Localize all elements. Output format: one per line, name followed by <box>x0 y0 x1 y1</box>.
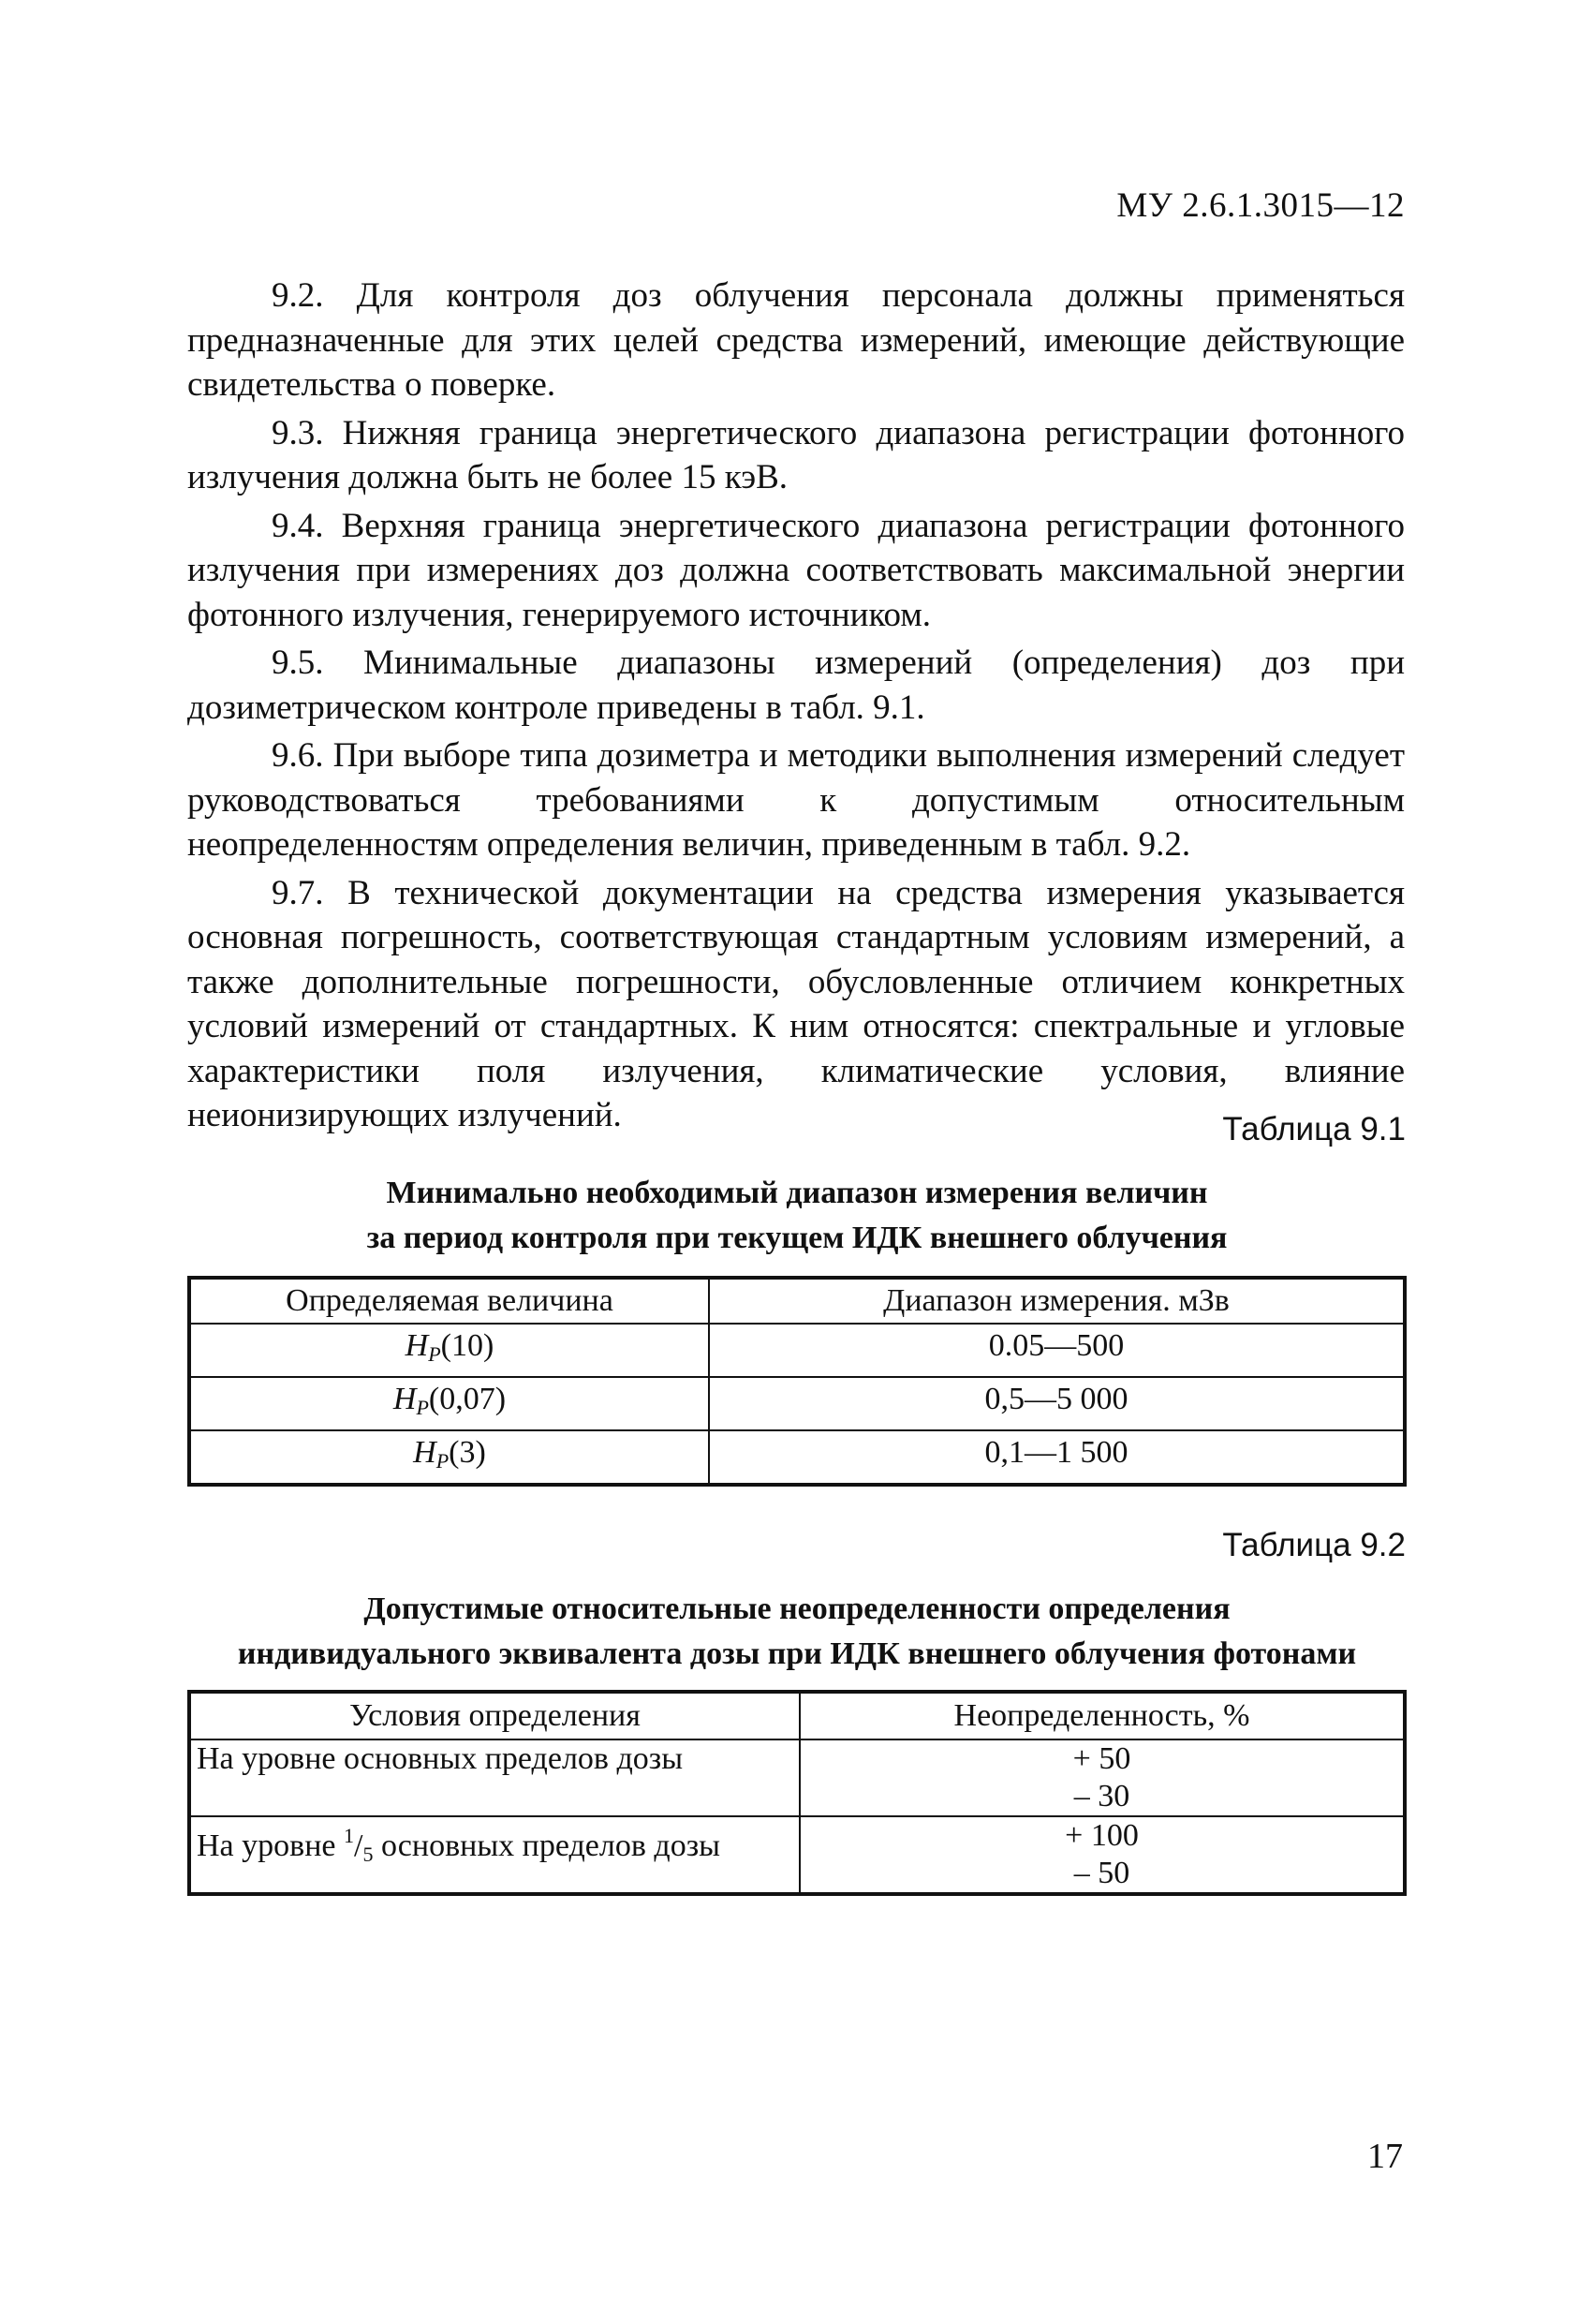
table-9-2-label: Таблица 9.2 <box>1222 1527 1406 1563</box>
uncertainty-minus: – 50 <box>1073 1856 1130 1890</box>
paragraph-9-2: 9.2. Для контроля доз облучения персонала должны применяться предназначенные для этих целей средства измерений, имеющие действующие свидетельства о поверке. <box>187 276 1405 404</box>
table-row <box>189 1324 1405 1377</box>
table-9-1-header-row <box>189 1278 1405 1324</box>
body-text <box>187 274 1405 1142</box>
uncertainty-cell <box>800 1816 1405 1894</box>
table-row <box>189 1816 1405 1894</box>
table-9-1-header-range: Диапазон измерения. мЗв <box>709 1278 1405 1324</box>
quantity-symbol: H <box>392 1382 417 1416</box>
uncertainty-minus: – 30 <box>1073 1779 1130 1813</box>
quantity-symbol: H <box>405 1328 429 1363</box>
quantity-argument: (0,07) <box>428 1382 507 1416</box>
table-row <box>189 1739 1405 1816</box>
quantity-argument: (10) <box>440 1328 494 1363</box>
fraction-numerator: 1 <box>343 1824 354 1847</box>
quantity-subscript: P <box>428 1342 441 1366</box>
table-9-2-caption-line2: индивидуального эквивалента дозы при ИДК внешнего облучения фотонами <box>237 1636 1357 1671</box>
range-cell: 0.05—500 <box>709 1324 1405 1377</box>
table-9-1 <box>187 1276 1407 1487</box>
page-number: 17 <box>1367 2137 1403 2176</box>
quantity-cell <box>189 1377 709 1430</box>
table-9-2 <box>187 1690 1407 1896</box>
table-9-1-caption-line1: Минимально необходимый диапазон измерения величин <box>386 1176 1208 1210</box>
table-9-2-header-condition: Условия определения <box>189 1692 800 1739</box>
table-9-2-caption-line1: Допустимые относительные неопределенности определения <box>363 1591 1231 1626</box>
quantity-symbol: H <box>413 1435 436 1470</box>
range-cell: 0,5—5 000 <box>709 1377 1405 1430</box>
quantity-cell <box>189 1324 709 1377</box>
table-9-1-label: Таблица 9.1 <box>1222 1111 1406 1147</box>
quantity-subscript: P <box>416 1396 429 1419</box>
condition-suffix: основных пределов дозы <box>373 1828 720 1863</box>
paragraph-9-3: 9.3. Нижняя граница энергетического диапазона регистрации фотонного излучения должна быть не более 15 кэВ. <box>187 413 1405 496</box>
paragraph-9-5: 9.5. Минимальные диапазоны измерений (определения) доз при дозиметрическом контроле приведены в табл. 9.1. <box>187 644 1405 727</box>
fraction-denominator: 5 <box>362 1843 374 1866</box>
range-cell: 0,1—1 500 <box>709 1430 1405 1485</box>
paragraph-9-4: 9.4. Верхняя граница энергетического диапазона регистрации фотонного излучения при измерениях доз должна соответствовать максимальной энергии фотонного излучения, генерируемого источником. <box>187 506 1405 634</box>
table-row <box>189 1377 1405 1430</box>
uncertainty-plus: + 100 <box>1065 1818 1139 1853</box>
table-9-2-caption <box>187 1587 1407 1677</box>
condition-cell: На уровне $^1$/5 основных пределов дозы <box>189 1816 800 1894</box>
table-9-1-caption <box>187 1171 1407 1261</box>
uncertainty-plus: + 50 <box>1072 1741 1131 1776</box>
paragraph-9-7: 9.7. В технической документации на средства измерения указывается основная погрешность, соответствующая стандартным условиям измерений, а также дополнительные погрешности, обусловленные отличием конкретных условий измерений от стандартных. К ним относятся: спектральные и угловые характеристики поля излучения, климатические условия, влияние неионизирующих излучений. <box>187 873 1405 1134</box>
table-row <box>189 1430 1405 1485</box>
paragraph-9-6: 9.6. При выборе типа дозиметра и методики выполнения измерений следует руководствоваться требованиями к допустимым относительным неопределенностям определения величин, приведенным в табл. 9.2. <box>187 736 1405 864</box>
table-9-1-header-quantity: Определяемая величина <box>189 1278 709 1324</box>
uncertainty-cell <box>800 1739 1405 1816</box>
document-code-header: МУ 2.6.1.3015—12 <box>1116 186 1405 225</box>
condition-cell: На уровне основных пределов дозы <box>189 1739 800 1816</box>
quantity-argument: (3) <box>449 1435 486 1470</box>
table-9-2-header-row <box>189 1692 1405 1739</box>
quantity-cell <box>189 1430 709 1485</box>
condition-prefix: На уровне <box>197 1828 344 1863</box>
table-9-1-caption-line2: за период контроля при текущем ИДК внешнего облучения <box>366 1221 1228 1255</box>
quantity-subscript: P <box>435 1449 450 1473</box>
table-9-2-header-uncertainty: Неопределенность, % <box>800 1692 1405 1739</box>
